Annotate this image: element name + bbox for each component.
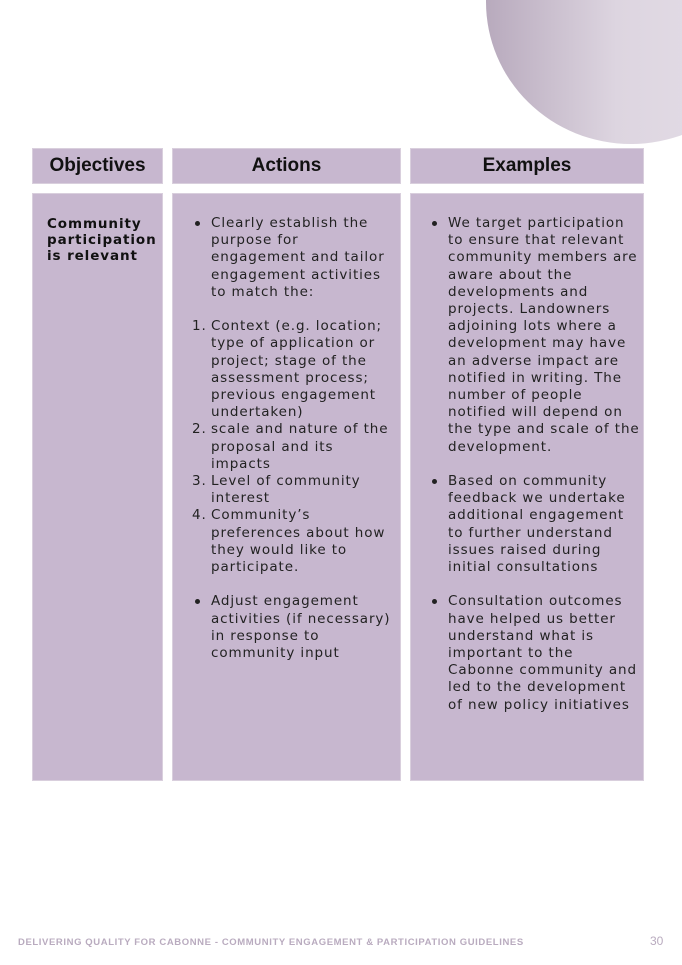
action-numbered-item: 3. Level of community interest (192, 473, 361, 507)
example-bullet: We target participation to ensure that relevant community members are aware about the developments and projects. Landowners adjoining lots where a development may have an adverse impact are notified in writing. The number of people notified will depend on the type and scale of the development. (448, 215, 640, 455)
header-examples: Examples (411, 149, 643, 183)
action-numbered-item: 1. Context (e.g. location; type of application or project; stage of the assessment process; previous engagement undertaken) (192, 318, 383, 421)
objective-text: Community participation is relevant (47, 216, 157, 264)
actions-content (192, 215, 397, 662)
header-objectives: Objectives (33, 149, 162, 183)
corner-decoration (486, 0, 682, 144)
page-number: 30 (650, 934, 664, 948)
example-bullet: Consultation outcomes have helped us better understand what is important to the Cabonne community and led to the development of new policy initiatives (448, 593, 640, 713)
footer-title: DELIVERING QUALITY FOR CABONNE - COMMUNITY ENGAGEMENT & PARTICIPATION GUIDELINES (18, 937, 524, 948)
action-numbered-item: 2. scale and nature of the proposal and its impacts (192, 421, 389, 472)
action-bullet: Adjust engagement activities (if necessary) in response to community input (211, 593, 397, 662)
action-numbered-item: 4. Community’s preferences about how they would like to participate. (192, 507, 386, 576)
objectives-column (33, 194, 162, 780)
example-bullet: Based on community feedback we undertake additional engagement to further understand issues raised during initial consultations (448, 473, 640, 576)
action-bullet: Clearly establish the purpose for engagement and tailor engagement activities to match the: (211, 215, 397, 301)
examples-content (448, 215, 640, 714)
header-actions: Actions (173, 149, 400, 183)
